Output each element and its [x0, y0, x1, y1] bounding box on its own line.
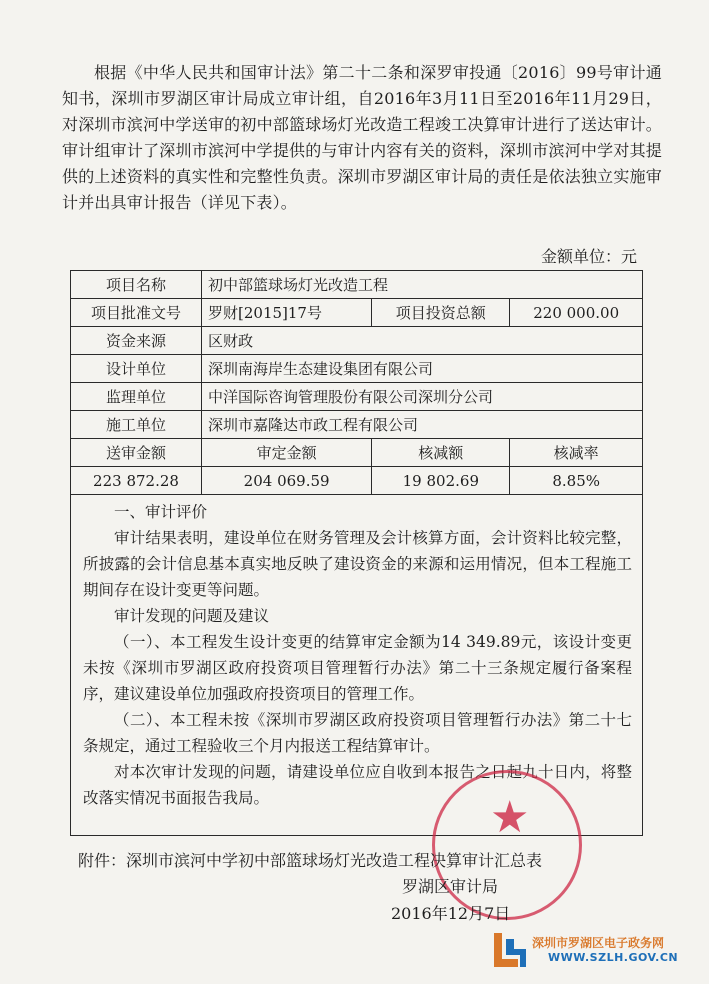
- finding-one: （一）、本工程发生设计变更的结算审定金额为14 349.89元，该设计变更未按《深圳市罗湖区政府投资项目管理暂行办法》第二十三条规定履行备案程序，建议建设单位加强政府投资项目的管理工作。: [83, 633, 632, 703]
- reduction-amount-value: 19 802.69: [372, 467, 510, 495]
- amount-unit: 金额单位：元: [540, 247, 637, 266]
- evaluation-heading: 一、审计评价: [114, 503, 208, 521]
- approval-value: 罗财[2015]17号: [202, 299, 372, 327]
- submitted-amount-value: 223 872.28: [71, 467, 202, 495]
- findings-heading: 审计发现的问题及建议: [114, 607, 270, 625]
- issue-date: 2016年12月7日: [391, 904, 511, 923]
- construct-label: 施工单位: [71, 411, 202, 439]
- supervise-value: 中洋国际咨询管理股份有限公司深圳分公司: [202, 383, 643, 411]
- logo-chinese-text: 深圳市罗湖区电子政务网: [532, 936, 665, 950]
- construct-value: 深圳市嘉隆达市政工程有限公司: [202, 411, 643, 439]
- audit-table: [70, 270, 643, 836]
- fund-label: 资金来源: [71, 327, 202, 355]
- table-row: [71, 383, 643, 411]
- intro-text: 根据《中华人民共和国审计法》第二十二条和深罗审投通〔2016〕99号审计通知书，深圳市罗湖区审计局成立审计组，自2016年3月11日至2016年11月29日，对深圳市滨河中学送审的初中部篮球场灯光改造工程竣工决算审计进行了送达审计。审计组审计了深圳市滨河中学提供的与审计内容有关的资料，深圳市滨河中学对其提供的上述资料的真实性和完整性负责。深圳市罗湖区审计局的责任是依法独立实施审计并出具审计报告（详见下表）。: [62, 63, 662, 212]
- project-name-value: 初中部篮球场灯光改造工程: [202, 271, 643, 299]
- finding-two: （二）、本工程未按《深圳市罗湖区政府投资项目管理暂行办法》第二十七条规定，通过工程验收三个月内报送工程结算审计。: [83, 711, 632, 755]
- fund-value: 区财政: [202, 327, 643, 355]
- investment-value: 220 000.00: [510, 299, 643, 327]
- site-logo: [488, 929, 688, 971]
- submitted-amount-header: 送审金额: [71, 439, 202, 467]
- approved-amount-header: 审定金额: [202, 439, 372, 467]
- table-row: [71, 271, 643, 299]
- attachment-line: 附件：深圳市滨河中学初中部篮球场灯光改造工程决算审计汇总表: [78, 851, 543, 870]
- approved-amount-value: 204 069.59: [202, 467, 372, 495]
- table-row: [71, 355, 643, 383]
- design-label: 设计单位: [71, 355, 202, 383]
- seal-star-icon: ★: [490, 792, 530, 843]
- reduction-rate-header: 核减率: [510, 439, 643, 467]
- lh-logo-icon: [488, 929, 532, 971]
- rectification-request: 对本次审计发现的问题，请建设单位应自收到本报告之日起九十日内，将整改落实情况书面报告我局。: [83, 763, 632, 807]
- evaluation-paragraph: 审计结果表明，建设单位在财务管理及会计核算方面，会计资料比较完整，所披露的会计信息基本真实地反映了建设资金的来源和运用情况，但本工程施工期间存在设计变更等问题。: [83, 529, 632, 599]
- design-value: 深圳南海岸生态建设集团有限公司: [202, 355, 643, 383]
- table-row: [71, 411, 643, 439]
- project-name-label: 项目名称: [71, 271, 202, 299]
- table-row: [71, 299, 643, 327]
- evaluation-cell: [71, 495, 643, 836]
- table-row: [71, 439, 643, 467]
- approval-label: 项目批准文号: [71, 299, 202, 327]
- reduction-rate-value: 8.85%: [510, 467, 643, 495]
- supervise-label: 监理单位: [71, 383, 202, 411]
- logo-url-text: WWW.SZLH.GOV.CN: [548, 951, 679, 964]
- intro-paragraph: [62, 60, 662, 216]
- table-row: [71, 327, 643, 355]
- table-row: [71, 495, 643, 836]
- table-row: [71, 467, 643, 495]
- investment-label: 项目投资总额: [372, 299, 510, 327]
- reduction-amount-header: 核减额: [372, 439, 510, 467]
- issuing-organization: 罗湖区审计局: [402, 877, 499, 896]
